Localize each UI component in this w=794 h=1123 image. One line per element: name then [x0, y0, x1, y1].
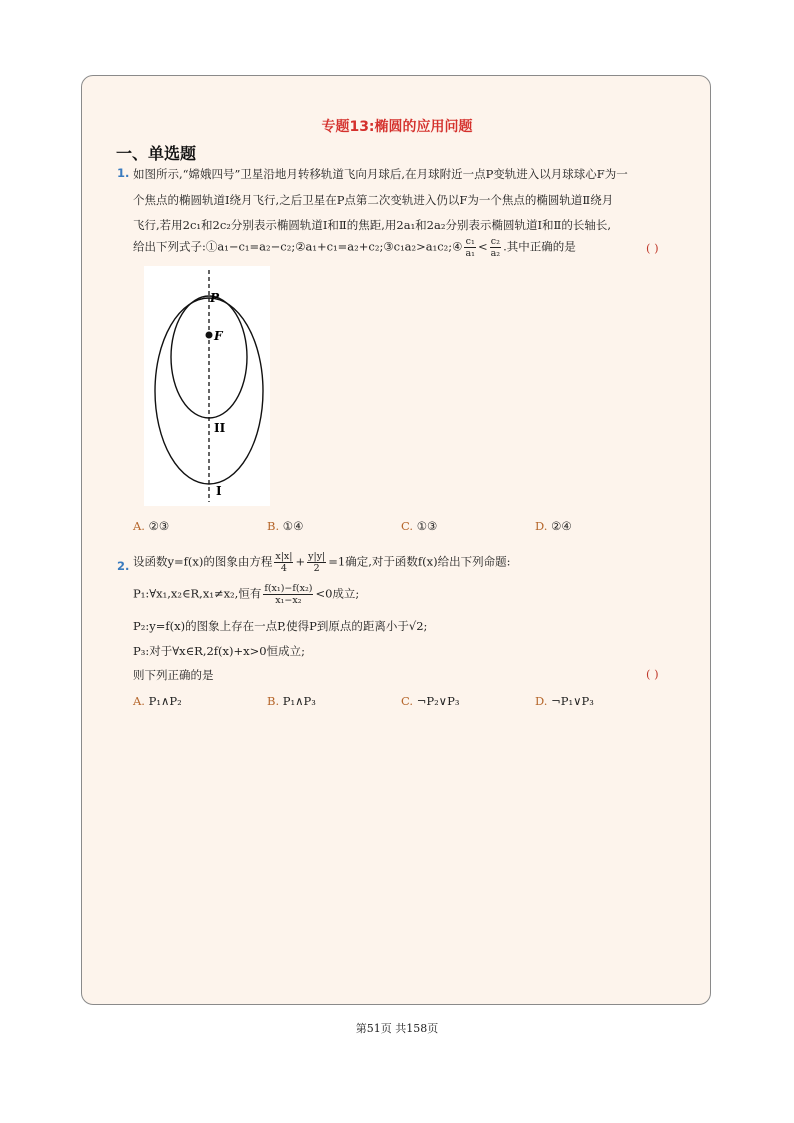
denominator: x₁−x₂	[275, 595, 302, 606]
option-a[interactable]	[133, 694, 182, 708]
answer-parentheses: ( )	[646, 667, 659, 681]
option-a[interactable]	[133, 519, 169, 533]
option-key: A.	[133, 519, 145, 533]
q1-line: 如图所示,“嫦娥四号”卫星沿地月转移轨道飞向月球后,在月球附近一点P变轨进入以月球球心F为一	[133, 167, 628, 181]
numerator: c₁	[465, 236, 475, 247]
option-text: ②③	[148, 519, 170, 533]
question-number: 1.	[117, 166, 130, 180]
label-F: F	[214, 329, 223, 343]
q1-question-tail: .其中正确的是	[503, 239, 576, 254]
q2-text: 设函数y=f(x)的图象由方程	[133, 554, 273, 569]
answer-parentheses: ( )	[646, 241, 659, 255]
page-title: 专题13:椭圆的应用问题	[321, 119, 473, 135]
label-I: I	[216, 484, 222, 498]
q2-proposition-p1	[133, 583, 359, 606]
option-key: A.	[133, 694, 145, 708]
q2-line	[133, 551, 510, 574]
option-text: ①④	[282, 519, 304, 533]
plus-sign: +	[295, 554, 306, 569]
numerator: x|x|	[275, 551, 293, 562]
q2-proposition-p2: P₂:y=f(x)的图象上存在一点P,使得P到原点的距离小于√2;	[133, 619, 428, 633]
q1-line: 飞行,若用2c₁和2c₂分别表示椭圆轨道Ⅰ和Ⅱ的焦距,用2a₁和2a₂分别表示椭圆轨道Ⅰ和Ⅱ的长轴长,	[133, 218, 611, 232]
p1-text: P₁:∀x₁,x₂∈R,x₁≠x₂,恒有	[133, 586, 262, 601]
option-key: B.	[267, 694, 280, 708]
fraction-difference-quotient	[263, 583, 313, 606]
fraction-c1-a1	[464, 236, 475, 259]
option-text: ¬P₁∨P₃	[551, 694, 594, 708]
page-footer: 第51页 共158页	[355, 1022, 439, 1035]
content-panel	[81, 75, 711, 1005]
q2-proposition-p3: P₃:对于∀x∈R,2f(x)+x>0恒成立;	[133, 644, 305, 658]
option-text: ①③	[416, 519, 438, 533]
q2-ask: 则下列正确的是	[133, 668, 214, 682]
question-number: 2.	[117, 559, 130, 573]
option-key: D.	[535, 694, 548, 708]
option-c[interactable]	[401, 694, 459, 708]
numerator: f(x₁)−f(x₂)	[264, 583, 313, 594]
option-text: P₁∧P₂	[148, 694, 182, 708]
fraction-xabsx-4	[274, 551, 293, 574]
orbit-figure	[144, 266, 270, 506]
option-d[interactable]	[535, 694, 594, 708]
option-key: C.	[401, 519, 414, 533]
numerator: y|y|	[308, 551, 326, 562]
p1-text: <0成立;	[315, 586, 360, 601]
fraction-c2-a2	[490, 236, 501, 259]
option-key: B.	[267, 519, 280, 533]
section-heading: 一、单选题	[116, 144, 197, 163]
denominator: 2	[313, 563, 320, 574]
denominator: a₂	[490, 248, 501, 259]
denominator: a₁	[465, 248, 475, 259]
denominator: 4	[280, 563, 287, 574]
option-c[interactable]	[401, 519, 437, 533]
q2-text: =1确定,对于函数f(x)给出下列命题:	[328, 554, 511, 569]
focus-point	[206, 332, 213, 339]
label-P: P	[210, 291, 220, 305]
option-text: ¬P₂∨P₃	[416, 694, 460, 708]
q1-line-formulas	[133, 236, 576, 259]
option-d[interactable]	[535, 519, 572, 533]
option-key: C.	[401, 694, 414, 708]
option-key: D.	[535, 519, 548, 533]
option-text: P₁∧P₃	[282, 694, 316, 708]
numerator: c₂	[490, 236, 500, 247]
label-II: II	[214, 421, 226, 435]
option-b[interactable]	[267, 694, 316, 708]
less-than: <	[477, 239, 488, 254]
fraction-yabsy-2	[307, 551, 326, 574]
orbit-diagram	[144, 266, 270, 506]
q1-line: 个焦点的椭圆轨道Ⅰ绕月飞行,之后卫星在P点第二次变轨进入仍以F为一个焦点的椭圆轨道Ⅱ绕月	[133, 193, 614, 207]
q1-formula-text: 给出下列式子:①a₁−c₁=a₂−c₂;②a₁+c₁=a₂+c₂;③c₁a₂>a₁c₂;④	[133, 239, 463, 254]
option-text: ②④	[551, 519, 572, 533]
option-b[interactable]	[267, 519, 303, 533]
